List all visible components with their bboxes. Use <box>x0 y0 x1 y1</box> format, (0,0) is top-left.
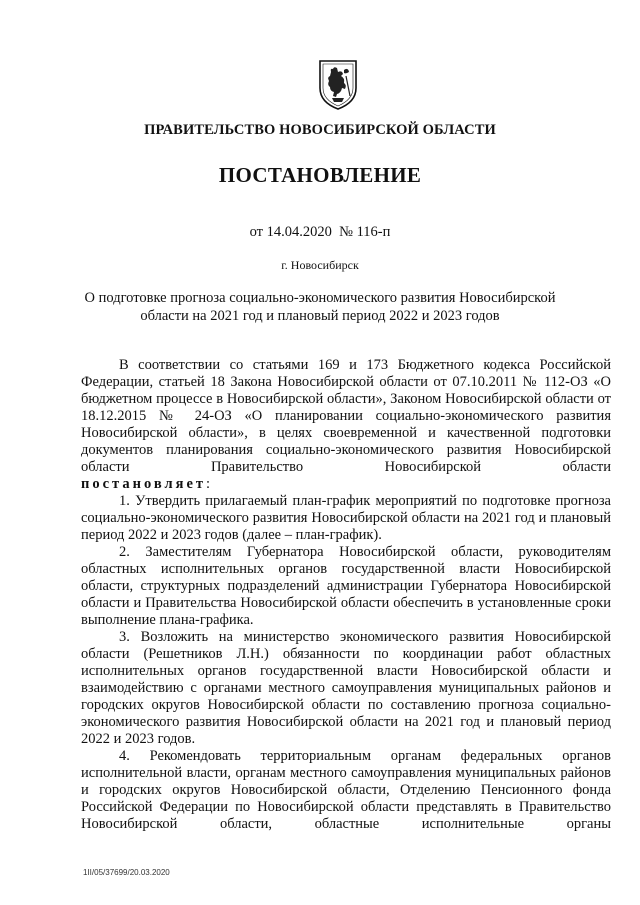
document-body <box>81 357 611 833</box>
resolves-line <box>81 476 611 493</box>
document-type-title: ПОСТАНОВЛЕНИЕ <box>218 163 422 187</box>
preamble-paragraph: В соответствии со статьями 169 и 173 Бюджетного кодекса Российской Федерации, статьей 18 Закона Новосибирской области от 07.10.2011 № 112-ОЗ «О бюджетном процессе в Новосибирской области», Законом Новосибирской области от 18.12.2015 № 24-ОЗ «О планировании социально-экономического развития Новосибирской области», в целях своевременной и качественной подготовки документов планирования социально-экономического развития Новосибирской области Правительство Новосибирской области <box>81 357 611 475</box>
document-code: 1II/05/37699/20.03.2020 <box>83 868 170 877</box>
date-and-number: от 14.04.2020 № 116-п <box>249 224 391 240</box>
item-paragraph-1: 1. Утвердить прилагаемый план-график мероприятий по подготовке прогноза социально-экономического развития Новосибирской области на 2021 год и плановый период 2022 и 2023 годов (далее – план-график). <box>81 493 611 543</box>
item-paragraph-3: 3. Возложить на министерство экономического развития Новосибирской области (Решетников Л.Н.) обязанности по координации работ областных исполнительных органов государственной власти Новосибирской области и взаимодействию с органами местного самоуправления муниципальных районов и городских округов Новосибирской области по составлению прогноза социально-экономического развития Новосибирской области на 2021 год и плановый период 2022 и 2023 годов. <box>81 629 611 747</box>
city-name: г. Новосибирск <box>281 258 359 272</box>
item-paragraph-4: 4. Рекомендовать территориальным органам федеральных органов исполнительной власти, органам местного самоуправления муниципальных районов и городских округов Новосибирской области, Отделению Пенсионного фонда Российской Федерации по Новосибирской области представлять в Правительство Новосибирской области, областные исполнительные органы <box>81 748 611 832</box>
government-title: ПРАВИТЕЛЬСТВО НОВОСИБИРСКОЙ ОБЛАСТИ <box>144 122 496 138</box>
novosibirsk-coat-of-arms-icon <box>316 58 360 110</box>
item-paragraph-2: 2. Заместителям Губернатора Новосибирской области, руководителям областных исполнительных органов государственной власти Новосибирской области, структурных подразделений администрации Губернатора Новосибирской области и Правительства Новосибирской области обеспечить в установленные сроки выполнение плана-графика. <box>81 544 611 628</box>
resolves-colon: : <box>206 476 211 492</box>
document-subject: О подготовке прогноза социально-экономического развития Новосибирской области на 2021 год и плановый период 2022 и 2023 годов <box>84 290 556 324</box>
resolves-word: постановляет <box>81 476 207 492</box>
